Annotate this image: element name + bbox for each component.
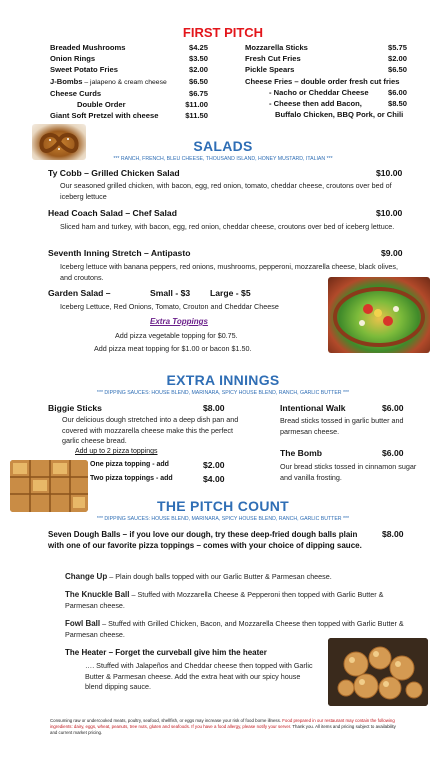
- add-up-toppings: Add up to 2 pizza toppings: [75, 448, 158, 455]
- intentional-walk-price: $6.00: [382, 403, 404, 413]
- dough-balls-price: $8.00: [382, 529, 404, 539]
- extra-toppings-title: Extra Toppings: [150, 317, 208, 326]
- menu-item: Giant Soft Pretzel with cheese $11.50: [50, 111, 208, 121]
- knuckle-ball-item: The Knuckle Ball – Stuffed with Mozzarella Cheese & Pepperoni then topped with Garlic Butter & Parmesan cheese.: [65, 590, 384, 610]
- the-bomb-desc: Our bread sticks tossed in cinnamon sugar and vanilla frosting.: [280, 462, 417, 482]
- one-topping-price: $2.00: [203, 460, 225, 470]
- heater-title: The Heater – Forget the curveball give him the heater: [65, 648, 267, 657]
- garden-salad-small: Small - $3: [150, 288, 191, 298]
- salads-title: SALADS: [193, 138, 253, 154]
- menu-item: J-Bombs – jalapeno & cream cheese $6.50: [50, 76, 208, 86]
- the-bomb-title: The Bomb: [280, 448, 323, 458]
- pitch-count-title: THE PITCH COUNT: [156, 498, 290, 514]
- seventh-inning-price: $9.00: [381, 248, 403, 258]
- menu-item: Mozzarella Sticks $5.75: [245, 43, 407, 52]
- fowl-ball-item: Fowl Ball – Stuffed with Grilled Chicken, Bacon, and Mozzarella Cheese then topped with Garlic Butter & Parmesan cheese.: [65, 619, 404, 639]
- first-pitch-left-column: [50, 42, 208, 121]
- heater-desc: …. Stuffed with Jalapeños and Cheddar cheese then topped with Garlic Butter & Parmesan cheese. Add the extra heat with our spicy house blend dipping sauce.: [85, 661, 313, 691]
- head-coach-title: Head Coach Salad – Chef Salad: [48, 208, 177, 218]
- menu-item: Pickle Spears $6.50: [245, 65, 407, 75]
- seventh-inning-desc: Iceberg lettuce with banana peppers, red onions, mushrooms, pepperoni, mozzarella cheese, black olives, and croutons.: [60, 262, 399, 282]
- extra-innings-title: EXTRA INNINGS: [166, 372, 280, 388]
- change-up-item: Change Up – Plain dough balls topped with our Garlic Butter & Parmesan cheese.: [65, 572, 332, 581]
- one-topping-label: One pizza topping - add: [90, 461, 169, 468]
- salad-photo: [328, 277, 430, 353]
- dough-balls-photo: [328, 638, 428, 706]
- extra-topping-veg: Add pizza vegetable topping for $0.75.: [115, 331, 238, 340]
- menu-item: Buffalo Chicken, BBQ Pork, or Chili: [275, 110, 404, 120]
- menu-item: - Cheese then add Bacon, $8.50: [269, 99, 407, 109]
- garden-salad-large: Large - $5: [210, 288, 251, 298]
- pitch-count-dips: *** DIPPING SAUCES: HOUSE BLEND, MARINARA, SPICY HOUSE BLEND, RANCH, GARLIC BUTTER ***: [96, 516, 350, 522]
- head-coach-price: $10.00: [376, 208, 403, 218]
- menu-item: Double Order $11.00: [77, 100, 208, 110]
- extra-innings-dips: *** DIPPING SAUCES: HOUSE BLEND, MARINARA, SPICY HOUSE BLEND, RANCH, GARLIC BUTTER ***: [96, 390, 350, 396]
- biggie-sticks-price: $8.00: [203, 403, 225, 413]
- ty-cobb-desc: Our seasoned grilled chicken, with bacon, egg, red onion, tomato, cheddar cheese, croutons over bed of iceberg lettuce: [60, 181, 392, 201]
- menu-item: Breaded Mushrooms $4.25: [50, 43, 208, 52]
- two-topping-price: $4.00: [203, 474, 225, 484]
- first-pitch-title: FIRST PITCH: [182, 25, 264, 40]
- menu-item: Sweet Potato Fries $2.00: [50, 65, 208, 75]
- salad-dressings: *** RANCH, FRENCH, BLEU CHEESE, THOUSAND ISLAND, HONEY MUSTARD, ITALIAN ***: [113, 156, 333, 162]
- allergy-notice: Consuming raw or undercooked meats, poultry, seafood, shellfish, or eggs may increase your risk of food borne illness. Food prepared in our restaurant may contain the following ingredients: dairy, eggs, wheat, peanuts, tree nuts, gluten and seafoods. If you have a food allergy, please notify your server. Thank you. All items and pricing subject to availability and current market pricing.: [50, 718, 396, 735]
- garden-salad-title: Garden Salad –: [48, 288, 111, 298]
- the-bomb-price: $6.00: [382, 448, 404, 458]
- two-topping-label: Two pizza toppings - add: [90, 475, 173, 482]
- biggie-sticks-title: Biggie Sticks: [48, 403, 102, 413]
- dough-balls-intro: Seven Dough Balls – if you love our dough, try these deep-fried dough balls plain with one of our favorite pizza toppings – comes with your choice of dipping sauce.: [48, 530, 362, 550]
- garden-salad-desc: Iceberg Lettuce, Red Onions, Tomato, Crouton and Cheddar Cheese: [60, 302, 279, 311]
- biggie-sticks-desc: Our delicious dough stretched into a deep dish pan and covered with mozzarella cheese make this the perfect garlic cheese bread.: [62, 415, 239, 445]
- seventh-inning-title: Seventh Inning Stretch – Antipasto: [48, 248, 191, 258]
- menu-item: Onion Rings $3.50: [50, 54, 208, 64]
- intentional-walk-title: Intentional Walk: [280, 403, 346, 413]
- head-coach-desc: Sliced ham and turkey, with bacon, egg, red onion, cheddar cheese, croutons over bed of iceberg lettuce.: [60, 222, 395, 231]
- menu-item: Fresh Cut Fries $2.00: [245, 54, 407, 64]
- menu-item: Cheese Fries – double order fresh cut fries: [245, 76, 400, 86]
- first-pitch-right-column: [245, 42, 407, 120]
- menu-item: - Nacho or Cheddar Cheese $6.00: [269, 87, 407, 97]
- intentional-walk-desc: Bread sticks tossed in garlic butter and parmesan cheese.: [280, 416, 404, 436]
- menu-item: Cheese Curds $6.75: [50, 88, 208, 98]
- ty-cobb-title: Ty Cobb – Grilled Chicken Salad: [48, 168, 180, 178]
- ty-cobb-price: $10.00: [376, 168, 403, 178]
- extra-topping-meat: Add pizza meat topping for $1.00 or bacon $1.50.: [94, 344, 252, 353]
